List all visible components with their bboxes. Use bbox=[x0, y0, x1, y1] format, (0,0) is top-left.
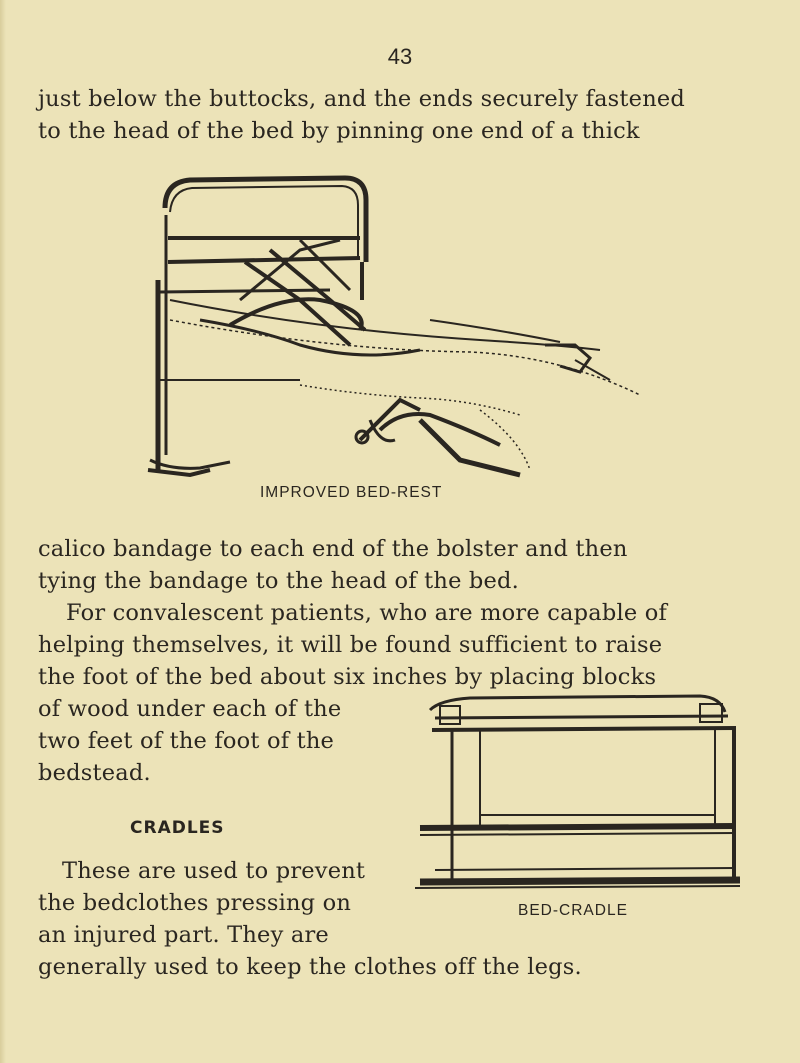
text-line: to the head of the bed by pinning one end of a thick bbox=[38, 118, 640, 144]
bed-cradle-caption: BED-CRADLE bbox=[518, 902, 628, 919]
text-line: of wood under each of the bbox=[38, 696, 342, 722]
text-line: generally used to keep the clothes off the legs. bbox=[38, 954, 582, 980]
text-line: just below the buttocks, and the ends securely fastened bbox=[38, 86, 685, 112]
section-heading-cradles: CRADLES bbox=[130, 818, 225, 838]
text-line: For convalescent patients, who are more capable of bbox=[66, 600, 667, 626]
text-line: helping themselves, it will be found sufficient to raise bbox=[38, 632, 663, 658]
text-line: calico bandage to each end of the bolster and then bbox=[38, 536, 628, 562]
text-line: two feet of the foot of the bbox=[38, 728, 335, 754]
page-edge-shadow bbox=[0, 0, 6, 1063]
page-number: 43 bbox=[387, 44, 413, 69]
text-line: the bedclothes pressing on bbox=[38, 890, 352, 916]
bed-rest-caption: IMPROVED BED-REST bbox=[260, 484, 443, 501]
text-line: tying the bandage to the head of the bed. bbox=[38, 568, 520, 594]
text-line: bedstead. bbox=[38, 760, 151, 786]
text-line: the foot of the bed about six inches by placing blocks bbox=[38, 664, 657, 690]
text-line: an injured part. They are bbox=[38, 922, 329, 948]
text-line: These are used to prevent bbox=[62, 858, 366, 884]
